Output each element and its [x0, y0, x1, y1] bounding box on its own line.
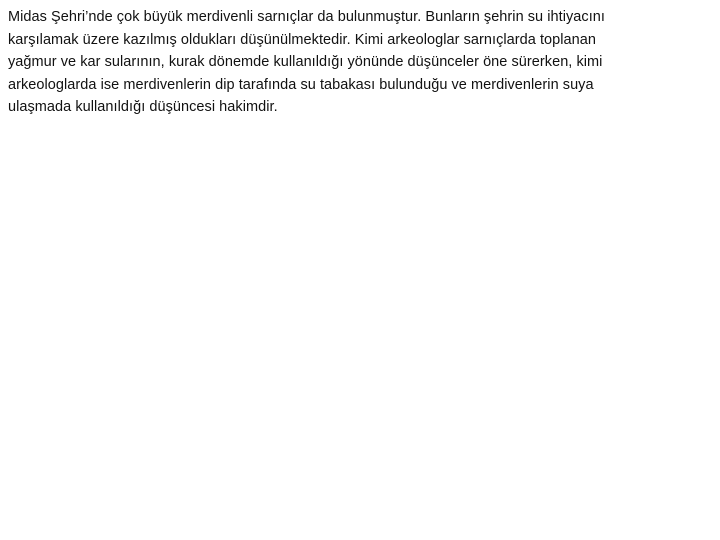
paragraph-line: ulaşmada kullanıldığı düşüncesi hakimdir.: [8, 99, 278, 115]
paragraph-line: karşılamak üzere kazılmış oldukları düşünülmektedir. Kimi arkeologlar sarnıçlarda toplanan: [8, 31, 596, 48]
paragraph-line: Midas Şehri’nde çok büyük merdivenli sarnıçlar da bulunmuştur. Bunların şehrin su ihtiyacını: [8, 9, 605, 25]
paragraph-line: arkeologlarda ise merdivenlerin dip tarafında su tabakası bulunduğu ve merdivenlerin suya: [8, 76, 594, 93]
paragraph-line: yağmur ve kar sularının, kurak dönemde kullanıldığı yönünde düşünceler öne sürerken, kimi: [8, 54, 603, 70]
paragraph: [8, 6, 708, 119]
